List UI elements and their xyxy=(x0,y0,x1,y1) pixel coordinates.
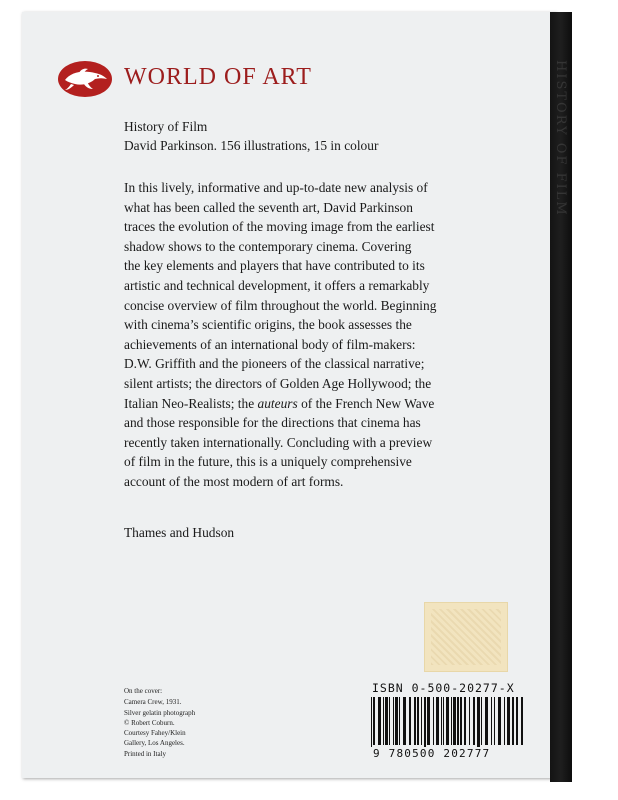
cover-credits xyxy=(124,686,195,759)
description-text: Italian Neo-Realists; the xyxy=(124,395,255,411)
barcode-bar xyxy=(477,697,480,751)
description-line: recently taken internationally. Concluding with a preview xyxy=(124,434,433,450)
description-line: D.W. Griffith and the pioneers of the classical narrative; xyxy=(124,356,425,372)
credit-line: Silver gelatin photograph xyxy=(124,708,196,717)
book-title: History of Film xyxy=(124,119,208,134)
barcode-bar xyxy=(409,697,411,745)
description-line-mixed xyxy=(124,394,524,414)
barcode-bar xyxy=(393,697,394,745)
description xyxy=(124,178,524,492)
barcode-bar xyxy=(446,697,449,745)
description-line: of film in the future, this is a uniquely comprehensive xyxy=(124,454,412,470)
description-line: silent artists; the directors of Golden Age Hollywood; the xyxy=(124,375,432,391)
credit-line: Courtesy Fahey/Klein xyxy=(124,729,186,738)
barcode-bar xyxy=(427,697,430,745)
series-title: WORLD OF ART xyxy=(124,64,312,90)
barcode-bar xyxy=(389,697,390,745)
barcode xyxy=(367,697,527,753)
barcode-bar xyxy=(507,697,510,745)
description-line: and those responsible for the directions that cinema has xyxy=(124,415,421,431)
credit-line: Gallery, Los Angeles. xyxy=(124,739,185,748)
credit-line: On the cover: xyxy=(124,687,163,695)
barcode-bar xyxy=(491,697,492,745)
description-line: traces the evolution of the moving image from the earliest xyxy=(124,219,435,235)
barcode-bar xyxy=(516,697,518,745)
barcode-bar xyxy=(371,697,372,751)
book-info xyxy=(124,117,378,155)
barcode-bar xyxy=(481,697,482,745)
barcode-bar xyxy=(464,697,466,745)
description-line: In this lively, informative and up-to-date new analysis of xyxy=(124,180,428,195)
barcode-bar xyxy=(433,697,434,745)
barcode-bar xyxy=(424,697,426,751)
barcode-bar xyxy=(421,697,422,745)
barcode-bar xyxy=(403,697,406,745)
barcode-bar xyxy=(494,697,495,745)
barcode-bar xyxy=(485,697,488,745)
barcode-bar xyxy=(512,697,514,745)
barcode-bar xyxy=(373,697,375,745)
description-line: artistic and technical development, it offers a remarkably xyxy=(124,277,430,293)
description-line: with cinema’s scientific origins, the book assesses the xyxy=(124,317,412,333)
dolphin-logo-icon xyxy=(57,60,113,98)
barcode-bar xyxy=(417,697,419,745)
description-line: what has been called the seventh art, David Parkinson xyxy=(124,199,413,215)
book-author-line: David Parkinson. 156 illustrations, 15 in colour xyxy=(124,138,379,153)
barcode-bar xyxy=(469,697,470,745)
barcode-bar xyxy=(443,697,444,745)
barcode-bar xyxy=(436,697,439,745)
description-line: achievements of an international body of film-makers: xyxy=(124,336,416,352)
barcode-bar xyxy=(457,697,459,745)
isbn-label: ISBN 0-500-20277-X xyxy=(372,681,515,695)
barcode-bar xyxy=(383,697,384,745)
barcode-bar xyxy=(441,697,442,745)
barcode-number: 9 780500 202777 xyxy=(373,747,491,760)
italic-term: auteurs xyxy=(257,395,298,411)
barcode-bar xyxy=(451,697,452,745)
description-line: account of the most modern of art forms. xyxy=(124,473,344,489)
description-line: concise overview of film throughout the world. Beginning xyxy=(124,297,437,313)
description-line: shadow shows to the contemporary cinema. Covering xyxy=(124,238,412,254)
description-text: of the French New Wave xyxy=(301,395,435,411)
description-line: the key elements and players that have contributed to its xyxy=(124,258,425,274)
barcode-bar xyxy=(395,697,398,745)
barcode-bar xyxy=(498,697,501,745)
price-sticker-residue xyxy=(424,602,508,672)
barcode-bar xyxy=(504,697,505,745)
barcode-bar xyxy=(414,697,416,745)
publisher-name: Thames and Hudson xyxy=(124,525,235,540)
barcode-bar xyxy=(385,697,388,745)
barcode-bar xyxy=(521,697,523,745)
credit-line: © Robert Coburn. xyxy=(124,718,175,727)
barcode-bar xyxy=(473,697,475,745)
credit-line: Camera Crew, 1931. xyxy=(124,698,182,707)
barcode-bar xyxy=(399,697,400,745)
barcode-bar xyxy=(378,697,381,745)
spine-title: HISTORY OF FILM xyxy=(553,60,568,217)
credit-line: Printed in Italy xyxy=(124,749,166,758)
barcode-bar xyxy=(460,697,462,745)
barcode-bar xyxy=(453,697,456,745)
